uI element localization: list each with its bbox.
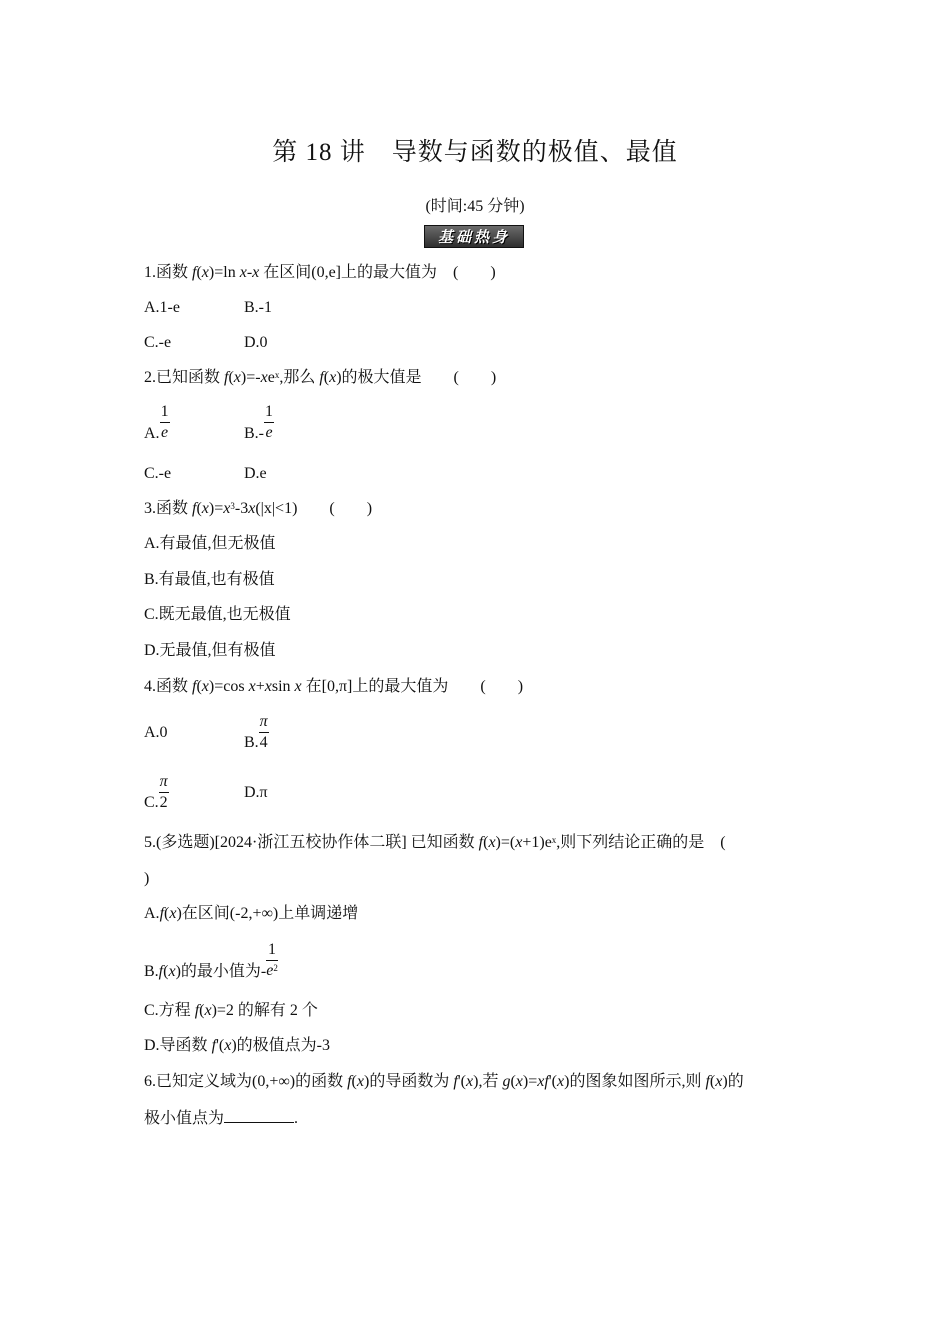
question-5-continuation: ): [144, 870, 150, 887]
fraction: $\frac{1}{e}$: [160, 403, 169, 441]
option-a: A.0: [144, 724, 168, 741]
option-a: A.有最值,但无极值: [144, 535, 276, 552]
page-title: 第 18 讲 导数与函数的极值、最值: [272, 139, 678, 166]
option-d: D.无最值,但有极值: [144, 642, 276, 659]
question-6-continuation: 极小值点为 .: [144, 1110, 299, 1127]
option-a: A.1-e: [144, 299, 180, 316]
option-d: D.π: [244, 784, 268, 801]
fraction: $\frac{1}{e}$: [265, 403, 273, 441]
question-4: 4.函数 f(x)=cos x+xsin x 在[0,π]上的最大值为 ( ): [144, 678, 524, 695]
option-c: C.-e: [144, 334, 172, 351]
option-c: C.方程 f(x)=2 的解有 2 个: [144, 1002, 318, 1019]
question-6: 6.已知定义域为(0,+∞)的函数 f(x)的导函数为 f'(x),若 g(x)=xf'(x)的图象如图所示,则 f(x)的: [144, 1073, 744, 1090]
question-2: 2.已知函数 $f(x)=-xe^x$,那么 f(x)的极大值是 ( ): [144, 369, 497, 386]
option-c: C.既无最值,也无极值: [144, 606, 291, 623]
option-d: D.0: [244, 334, 268, 351]
option-c: C.-e: [144, 465, 172, 482]
option-d: D.导函数 f'(x)的极值点为-3: [144, 1037, 331, 1054]
option-b: B.-1: [244, 299, 272, 316]
question-5: 5.(多选题)[2024·浙江五校协作体二联] 已知函数 $f(x)=(x+1)e^x$,则下列结论正确的是 (: [144, 834, 726, 851]
fraction: $\frac{1}{e^2}$: [266, 941, 278, 979]
question-2-options-cd: [144, 464, 267, 484]
section-badge: [424, 225, 524, 248]
section-badge-label: 基础热身: [437, 228, 510, 246]
option-d: D.e: [244, 465, 267, 482]
time-note: (时间:45 分钟): [425, 198, 525, 215]
option-b: B.有最值,也有极值: [144, 571, 275, 588]
question-1-options-ab: [144, 298, 272, 318]
option-a: A.f(x)在区间(-2,+∞)上单调递增: [144, 905, 359, 922]
question-3: 3.函数 $f(x)=x^3-3x(|x|<1)$ ( ): [144, 500, 373, 517]
question-1-options-cd: [144, 333, 268, 353]
question-1: 1.函数 f(x)=ln x-x 在区间(0,e]上的最大值为 ( ): [144, 264, 496, 281]
fraction: $\frac{\pi}{2}$: [159, 773, 168, 811]
fraction: $\frac{\pi}{4}$: [259, 713, 268, 751]
answer-blank[interactable]: [224, 1108, 294, 1123]
